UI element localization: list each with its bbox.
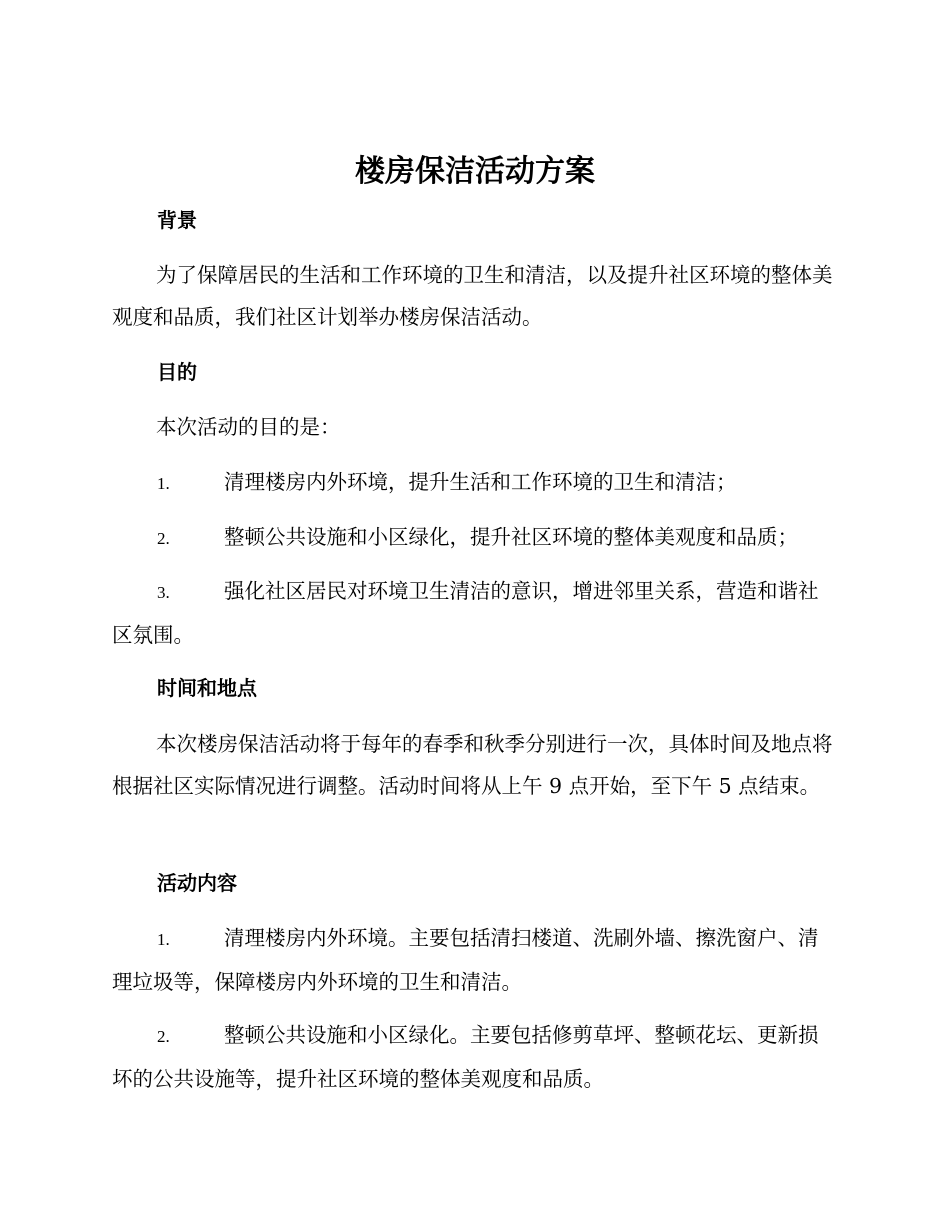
list-item-text: 清理楼房内外环境，提升生活和工作环境的卫生和清洁； xyxy=(224,470,737,494)
list-item-purpose-1 xyxy=(112,461,834,505)
list-item-text: 清理楼房内外环境。主要包括清扫楼道、洗刷外墙、擦洗窗户、清理垃圾等，保障楼房内外环境的卫生和清洁。 xyxy=(112,926,819,994)
paragraph-time-place: 本次楼房保洁活动将于每年的春季和秋季分别进行一次，具体时间及地点将根据社区实际情况进行调整。活动时间将从上午 9 点开始，至下午 5 点结束。 xyxy=(112,732,833,798)
list-item-content-2 xyxy=(112,1014,834,1100)
list-item-purpose-3 xyxy=(112,570,834,656)
list-item-content-1 xyxy=(112,917,834,1003)
heading-time-place: 时间和地点 xyxy=(157,676,257,700)
list-item-purpose-2 xyxy=(112,516,834,560)
heading-background: 背景 xyxy=(157,208,197,232)
list-number: 3. xyxy=(157,583,170,602)
list-number: 2. xyxy=(157,529,170,548)
list-item-text: 整顿公共设施和小区绿化，提升社区环境的整体美观度和品质； xyxy=(224,525,798,549)
list-item-text: 强化社区居民对环境卫生清洁的意识，增进邻里关系，营造和谐社区氛围。 xyxy=(112,579,819,647)
paragraph-background: 为了保障居民的生活和工作环境的卫生和清洁，以及提升社区环境的整体美观度和品质，我们社区计划举办楼房保洁活动。 xyxy=(112,263,833,329)
heading-content: 活动内容 xyxy=(157,871,237,895)
paragraph-purpose-intro: 本次活动的目的是： xyxy=(156,415,341,439)
heading-purpose: 目的 xyxy=(157,360,197,384)
list-number: 2. xyxy=(157,1027,170,1046)
list-number: 1. xyxy=(157,474,170,493)
document-title: 楼房保洁活动方案 xyxy=(355,154,595,189)
list-number: 1. xyxy=(157,930,170,949)
list-item-text: 整顿公共设施和小区绿化。主要包括修剪草坪、整顿花坛、更新损坏的公共设施等，提升社区环境的整体美观度和品质。 xyxy=(112,1023,819,1091)
